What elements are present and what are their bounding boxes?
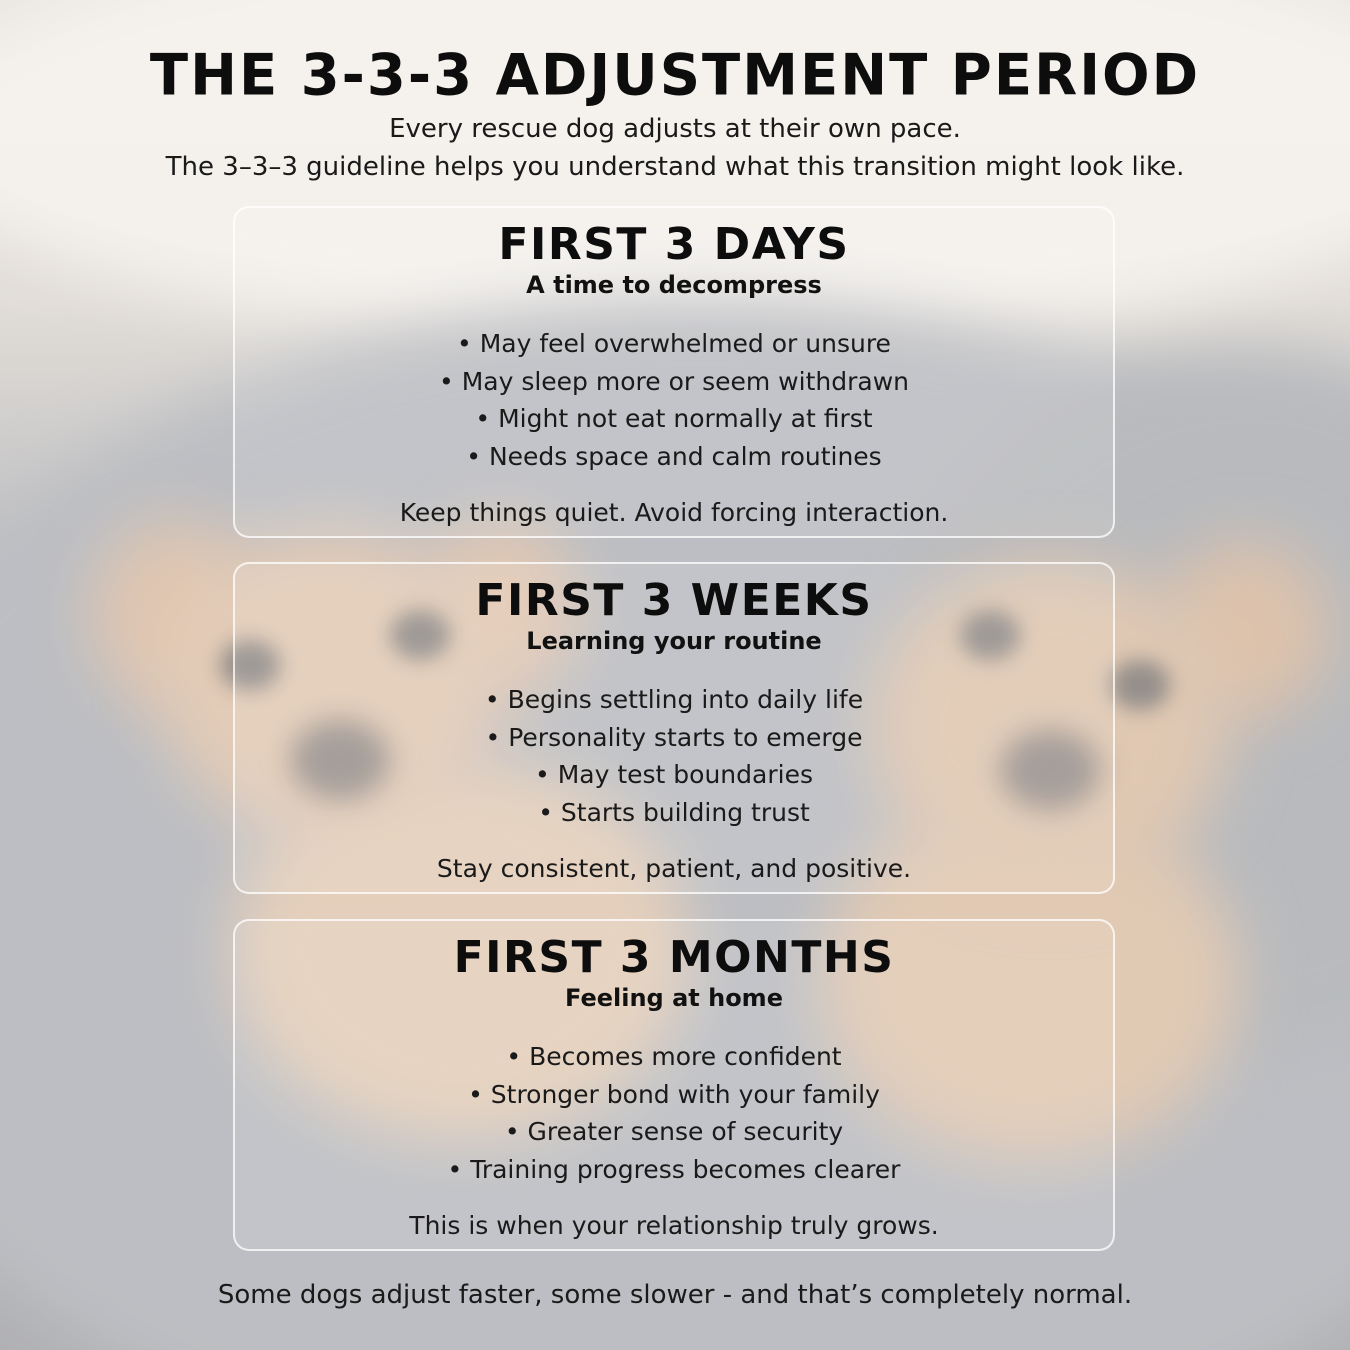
stage-bullet: • Greater sense of security — [504, 1117, 844, 1146]
stage-note: This is when your relationship truly grows. — [409, 1211, 939, 1240]
footer-note: Some dogs adjust faster, some slower - and that’s completely normal. — [217, 1280, 1133, 1310]
stage-title: FIRST 3 DAYS — [498, 219, 850, 270]
stage-card-first-3-months — [233, 919, 1115, 1251]
stage-subtitle: A time to decompress — [526, 271, 822, 299]
stage-bullet-list — [235, 325, 1113, 475]
page-title: THE 3-3-3 ADJUSTMENT PERIOD — [149, 42, 1201, 109]
stage-card-first-3-days — [233, 206, 1115, 538]
stage-bullet: • Might not eat normally at first — [475, 404, 873, 433]
stage-bullet: • Begins settling into daily life — [484, 685, 864, 714]
stage-bullet: • Needs space and calm routines — [466, 441, 882, 471]
stage-bullet: • May sleep more or seem withdrawn — [439, 366, 909, 396]
stage-bullet: • May feel overwhelmed or unsure — [457, 329, 891, 358]
stage-bullet-list — [235, 681, 1113, 831]
stage-bullet-list — [235, 1038, 1113, 1188]
intro-text — [0, 110, 1350, 186]
stage-bullet: • Personality starts to emerge — [485, 722, 863, 752]
stage-title: FIRST 3 WEEKS — [475, 575, 873, 626]
stage-note: Stay consistent, patient, and positive. — [436, 854, 912, 883]
intro-line: The 3–3–3 guideline helps you understand what this transition might look like. — [165, 152, 1185, 182]
stage-subtitle: Feeling at home — [565, 984, 783, 1012]
stage-card-first-3-weeks — [233, 562, 1115, 894]
stage-subtitle: Learning your routine — [526, 627, 822, 655]
stage-bullet: • Becomes more confident — [506, 1042, 842, 1071]
stage-bullet: • Training progress becomes clearer — [447, 1154, 901, 1184]
stage-note: Keep things quiet. Avoid forcing interaction. — [399, 498, 949, 527]
stage-title: FIRST 3 MONTHS — [453, 932, 895, 983]
stage-bullet: • Starts building trust — [538, 797, 810, 827]
stage-bullet: • May test boundaries — [535, 760, 813, 789]
stage-bullet: • Stronger bond with your family — [468, 1079, 880, 1109]
intro-line: Every rescue dog adjusts at their own pace. — [389, 114, 961, 144]
